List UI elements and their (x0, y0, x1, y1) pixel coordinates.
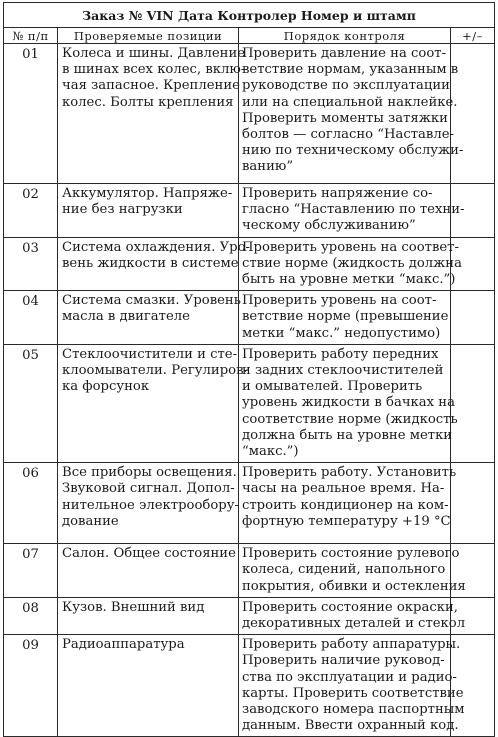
table-row (4, 237, 495, 291)
position-line: Радиоаппаратура (62, 637, 185, 653)
row-number: 09 (4, 635, 58, 737)
checked-position (58, 44, 246, 184)
position-line: ние без нагрузки (62, 202, 183, 218)
procedure-line: болтов — согласно “Наставле- (242, 127, 454, 143)
procedure-line: декоративных деталей и стекол (242, 616, 466, 632)
checked-position (58, 237, 250, 291)
procedure-line: колеса, сидений, напольного (242, 562, 446, 578)
procedure-line: Проверить напряжение со- (242, 186, 433, 201)
position-line: Колеса и шины. Давление (62, 46, 246, 61)
position-line: Система смазки. Уровень (62, 293, 241, 309)
procedure-line: Проверить состояние рулевого (242, 546, 460, 562)
position-line: Аккумулятор. Напряже- (62, 186, 233, 201)
procedure-line: Проверить уровень на соот- (242, 293, 437, 309)
procedure-line: ческому обслуживанию” (242, 218, 416, 234)
procedure-line: Проверить уровень на соответ- (242, 239, 459, 255)
position-line: вень жидкости в системе (62, 255, 239, 271)
procedure-line: часы на реальное время. На- (242, 481, 445, 497)
position-line: дование (62, 513, 119, 529)
procedure-line: ствие норме (жидкость должна (242, 255, 462, 271)
procedure-line: карты. Проверить соответствие (242, 685, 464, 701)
header-control: Порядок контроля (239, 28, 451, 44)
checked-position (58, 597, 239, 634)
row-number: 08 (4, 597, 58, 634)
row-number: 04 (4, 291, 58, 345)
table-row (4, 44, 495, 184)
position-line: ка форсунок (62, 379, 150, 395)
row-number: 03 (4, 237, 58, 291)
procedure-line: уровень жидкости в бачках на (242, 395, 455, 411)
row-number: 05 (4, 344, 58, 462)
control-procedure (239, 544, 466, 598)
row-number: 01 (4, 44, 58, 184)
procedure-line: ветствие нормам, указанным в (242, 62, 459, 78)
checked-position (58, 544, 239, 598)
procedure-line: Проверить состояние окраски, (242, 599, 458, 615)
checklist-table (3, 2, 495, 737)
position-line: колес. Болты крепления (62, 94, 234, 110)
position-line: Стеклоочистители и сте- (62, 346, 238, 362)
procedure-line: фортную температуру +19 °С (242, 513, 451, 529)
procedure-line: должна быть на уровне метки (242, 427, 453, 443)
procedure-line: метки “макс.” недопустимо) (242, 325, 441, 341)
row-number: 07 (4, 544, 58, 598)
control-procedure (239, 597, 466, 634)
table-row (4, 291, 495, 345)
checked-position (58, 635, 239, 737)
position-line: чая запасное. Крепление (62, 78, 240, 94)
header-positions: Проверяемые позиции (58, 28, 239, 44)
checked-position (58, 463, 239, 544)
control-procedure (239, 291, 451, 345)
table-row (4, 463, 495, 544)
procedure-line: и омывателей. Проверить (242, 379, 423, 395)
position-line: Салон. Общее состояние (62, 546, 236, 562)
checked-position (58, 291, 239, 345)
procedure-line: данным. Ввести охранный код. (242, 718, 459, 734)
procedure-line: покрытия, обивки и остекления (242, 578, 466, 594)
checklist-sheet (3, 2, 494, 734)
control-procedure (239, 44, 464, 184)
procedure-line: ства по эксплуатации и радио- (242, 669, 457, 685)
procedure-line: и задних стеклоочистителей (242, 363, 444, 379)
procedure-line: заводского номера паспортным (242, 702, 465, 718)
header-num: № п/п (4, 28, 58, 44)
control-procedure (239, 463, 457, 544)
table-row (4, 184, 495, 238)
procedure-line: Проверить работу передних (242, 346, 439, 362)
control-procedure (239, 344, 458, 462)
procedure-line: гласно “Наставлению по техни- (242, 202, 465, 218)
row-number: 06 (4, 463, 58, 544)
control-procedure (239, 635, 465, 737)
procedure-line: Проверить работу аппаратуры. (242, 637, 461, 653)
result-mark-cell[interactable] (451, 463, 495, 544)
position-line: нительное электрообору- (62, 497, 239, 513)
control-procedure (239, 237, 462, 291)
procedure-line: строить кондиционер на ком- (242, 497, 449, 513)
procedure-line: нию по техническому обслужи- (242, 143, 464, 159)
position-line: Звуковой сигнал. Допол- (62, 481, 235, 497)
table-row (4, 544, 495, 598)
table-row (4, 635, 495, 737)
control-procedure (239, 184, 465, 238)
result-mark-cell[interactable] (451, 291, 495, 345)
position-line: масла в двигателе (62, 309, 190, 325)
table-row (4, 597, 495, 634)
position-line: Система охлаждения. Уро- (62, 239, 250, 255)
procedure-line: быть на уровне метки “макс.”) (242, 272, 456, 288)
procedure-line: или на специальной наклейке. (242, 94, 458, 110)
procedure-line: руководстве по эксплуатации (242, 78, 450, 94)
procedure-line: Проверить давление на соот- (242, 46, 447, 61)
position-line: в шинах всех колес, вклю- (62, 62, 246, 78)
procedure-line: соответствие норме (жидкость (242, 411, 458, 427)
procedure-line: “макс.”) (242, 444, 299, 460)
procedure-line: ванию” (242, 159, 294, 175)
header-mark: +/– (451, 28, 495, 44)
procedure-line: Проверить работу. Установить (242, 465, 457, 481)
form-title: Заказ № VIN Дата Контролер Номер и штамп (4, 3, 495, 28)
table-row (4, 344, 495, 462)
procedure-line: Проверить наличие руковод- (242, 653, 445, 669)
procedure-line: Проверить моменты затяжки (242, 110, 448, 126)
procedure-line: ветствие норме (превышение (242, 309, 449, 325)
checked-position (58, 344, 248, 462)
row-number: 02 (4, 184, 58, 238)
position-line: клоомыватели. Регулиров- (62, 363, 248, 379)
position-line: Все приборы освещения. (62, 465, 237, 481)
result-mark-cell[interactable] (451, 344, 495, 462)
checked-position (58, 184, 239, 238)
position-line: Кузов. Внешний вид (62, 599, 205, 615)
